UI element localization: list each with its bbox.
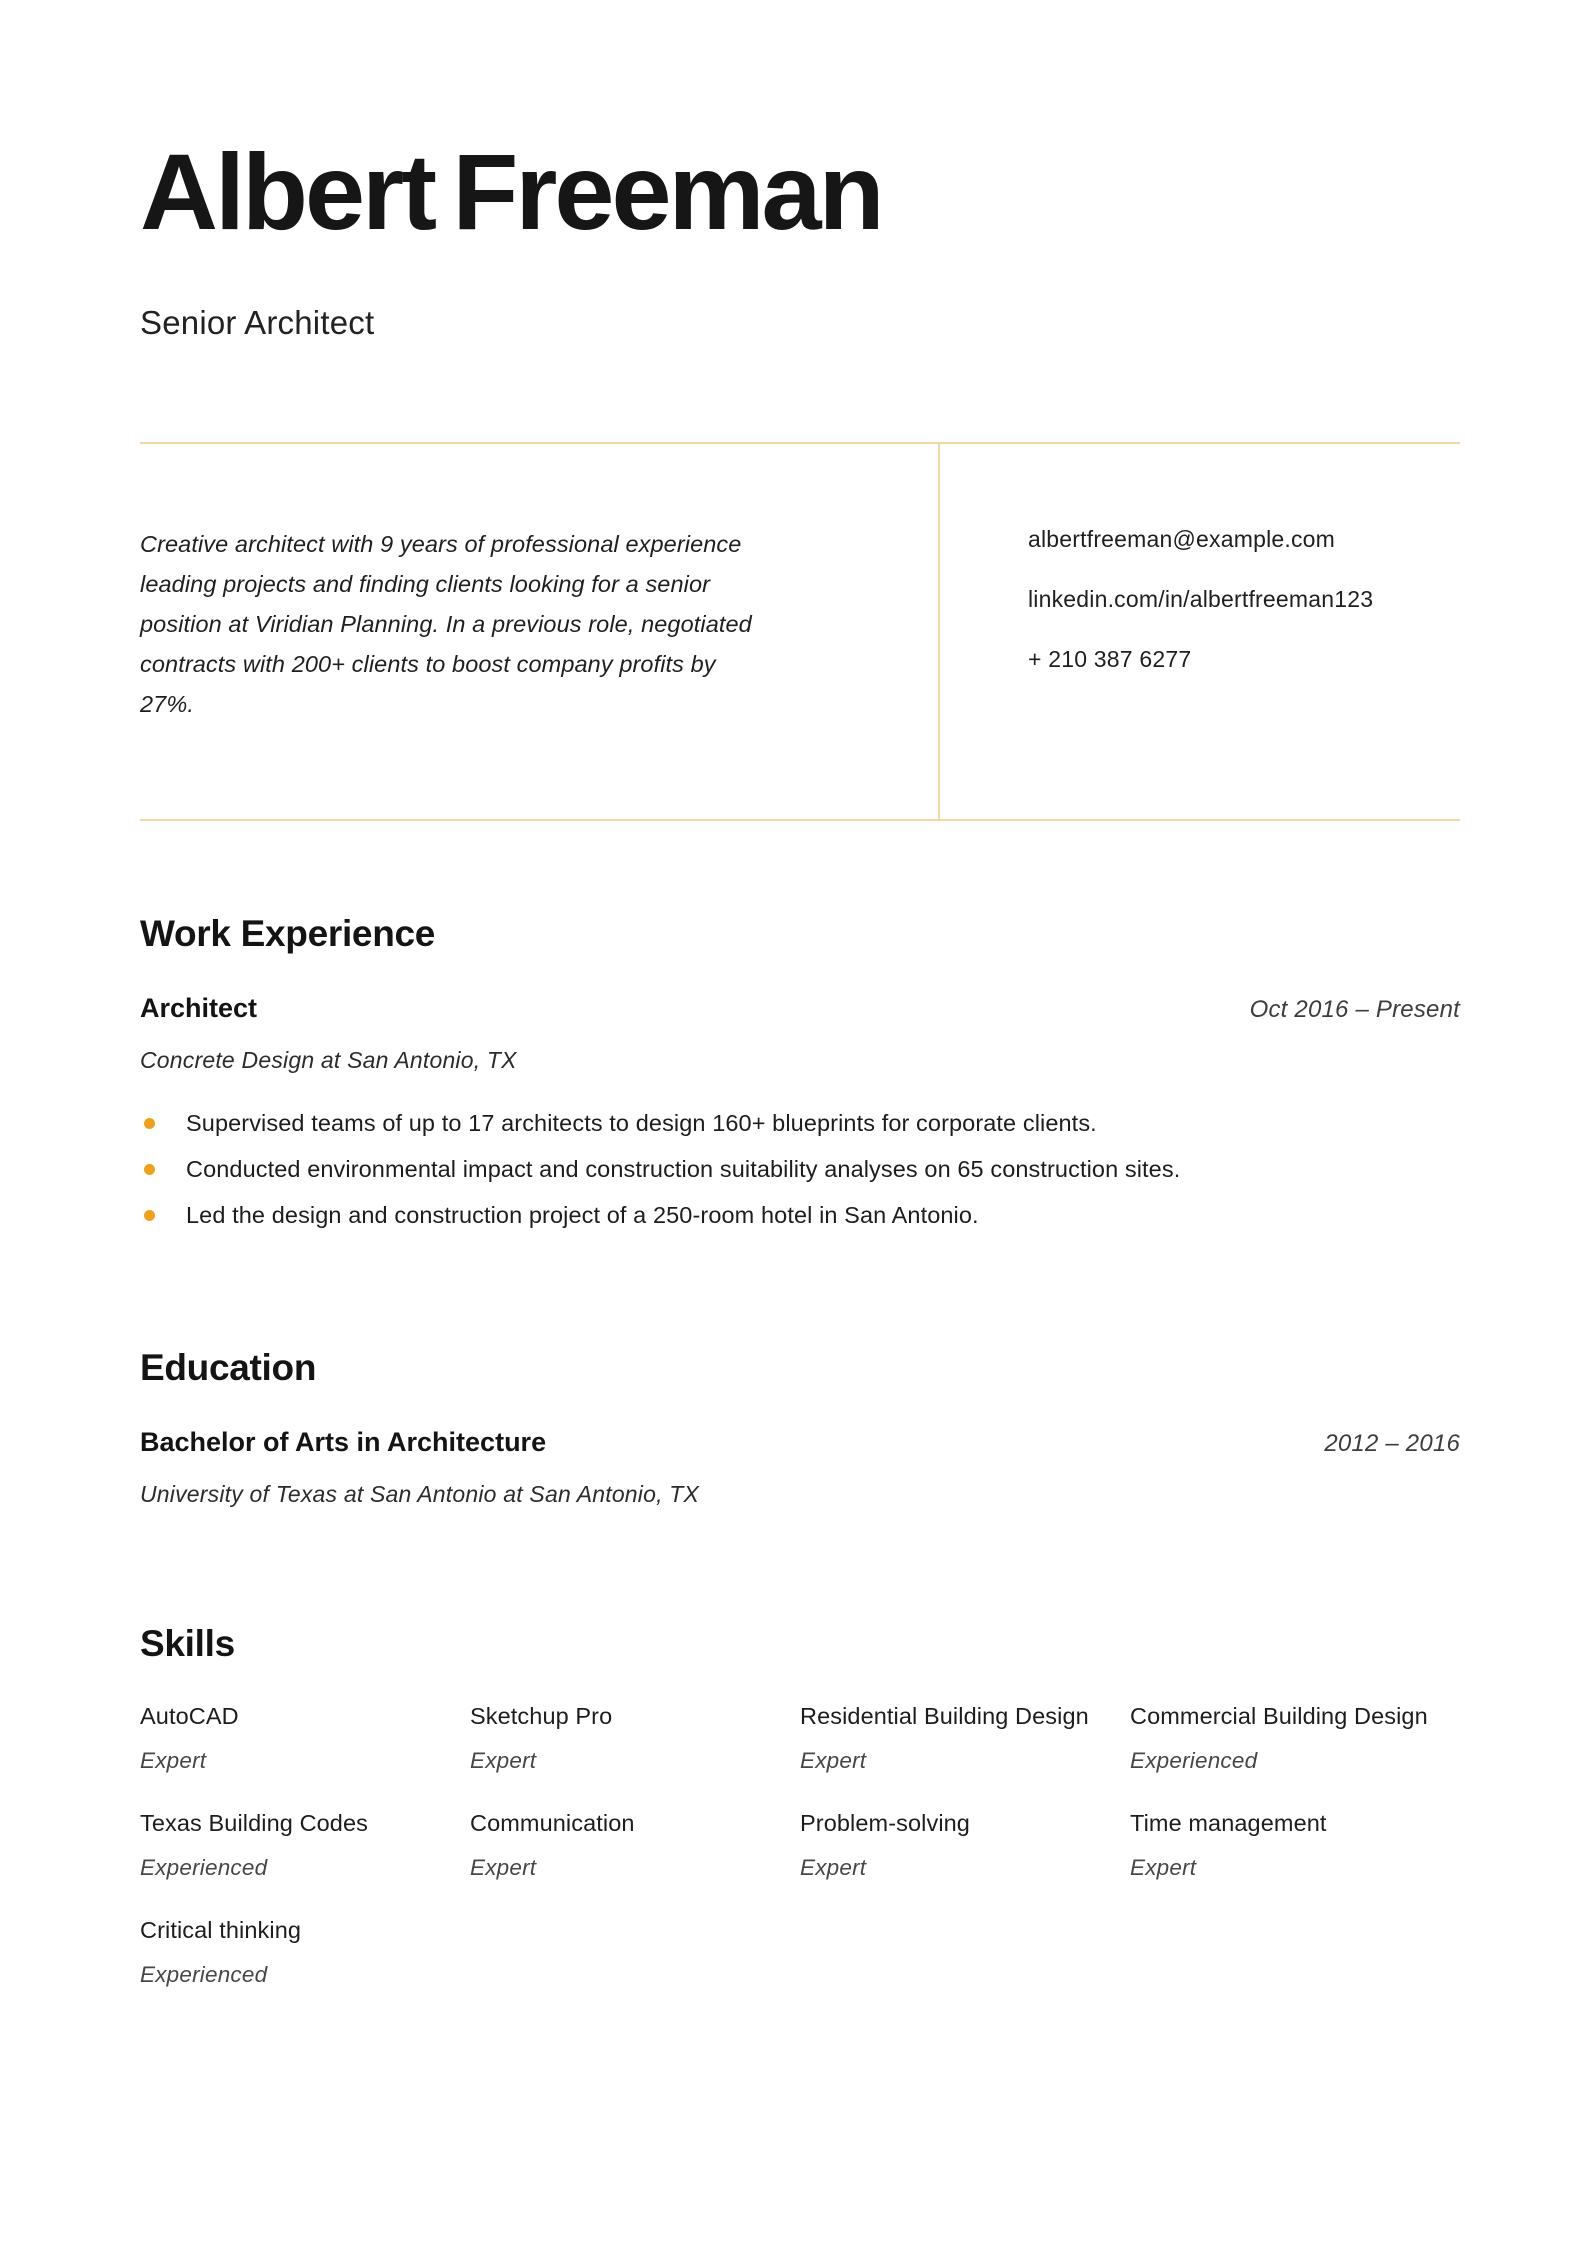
skill-level: Expert [800, 1747, 867, 1773]
education-degree: Bachelor of Arts in Architecture [140, 1426, 547, 1457]
contact-column [940, 444, 1460, 819]
skill-level: Expert [800, 1854, 867, 1880]
contact-email: albertfreeman@example.com [1028, 525, 1336, 552]
person-name: Albert Freeman [140, 131, 882, 252]
skill-cell [140, 1703, 470, 1774]
section-heading-education: Education [140, 1346, 317, 1388]
section-heading-skills: Skills [140, 1622, 235, 1664]
skill-level: Experienced [1130, 1747, 1258, 1773]
skill-name: Texas Building Codes [140, 1809, 368, 1836]
section-heading-work-experience: Work Experience [140, 912, 436, 954]
job-bullet [140, 1156, 1460, 1183]
education-entry [140, 1427, 1460, 1508]
education-title-row [140, 1427, 1460, 1458]
job-bullet [140, 1202, 1460, 1229]
job-bullet-text: Conducted environmental impact and construction suitability analyses on 65 construction sites. [186, 1155, 1181, 1182]
person-job-title: Senior Architect [140, 303, 375, 341]
skill-cell [470, 1810, 800, 1881]
job-company: Concrete Design at San Antonio, TX [140, 1046, 517, 1073]
summary-contact-band [140, 442, 1460, 821]
skill-cell [140, 1810, 470, 1881]
summary-text: Creative architect with 9 years of professional experience leading projects and finding clients looking for a senior position at Viridian Planning. In a previous role, negotiated contracts with 200+ clients to boost company profits by 27%. [140, 530, 752, 717]
job-entry [140, 993, 1460, 1229]
job-bullet-list [140, 1110, 1460, 1229]
skill-cell [1130, 1703, 1460, 1774]
skill-name: Commercial Building Design [1130, 1702, 1428, 1729]
skill-name: Time management [1130, 1809, 1327, 1836]
skill-level: Experienced [140, 1961, 268, 1987]
job-bullet-text: Supervised teams of up to 17 architects to design 160+ blueprints for corporate clients. [186, 1109, 1097, 1136]
skill-level: Expert [1130, 1854, 1197, 1880]
skill-name: Critical thinking [140, 1916, 302, 1943]
skills-grid [140, 1703, 1460, 1988]
skill-cell [800, 1810, 1130, 1881]
contact-linkedin: linkedin.com/in/albertfreeman123 [1028, 585, 1374, 612]
skill-name: Communication [470, 1809, 635, 1836]
skill-cell [800, 1703, 1130, 1774]
education-school: University of Texas at San Antonio at San Antonio, TX [140, 1480, 700, 1507]
job-title-row [140, 993, 1460, 1024]
summary-column [140, 444, 940, 819]
skill-level: Experienced [140, 1854, 268, 1880]
bullet-dot-icon [144, 1118, 155, 1129]
skill-cell [140, 1917, 470, 1988]
skill-name: Residential Building Design [800, 1702, 1089, 1729]
job-dates: Oct 2016 – Present [1249, 995, 1460, 1023]
job-title: Architect [140, 992, 258, 1023]
skill-cell [1130, 1810, 1460, 1881]
contact-phone: + 210 387 6277 [1028, 645, 1192, 672]
job-bullet [140, 1110, 1460, 1137]
skill-cell [470, 1703, 800, 1774]
bullet-dot-icon [144, 1210, 155, 1221]
bullet-dot-icon [144, 1164, 155, 1175]
skill-level: Expert [470, 1747, 537, 1773]
education-dates: 2012 – 2016 [1324, 1429, 1460, 1457]
skill-name: Problem-solving [800, 1809, 970, 1836]
skill-level: Expert [470, 1854, 537, 1880]
skill-name: AutoCAD [140, 1702, 239, 1729]
job-bullet-text: Led the design and construction project of a 250-room hotel in San Antonio. [186, 1201, 979, 1228]
skill-level: Expert [140, 1747, 207, 1773]
skill-name: Sketchup Pro [470, 1702, 613, 1729]
